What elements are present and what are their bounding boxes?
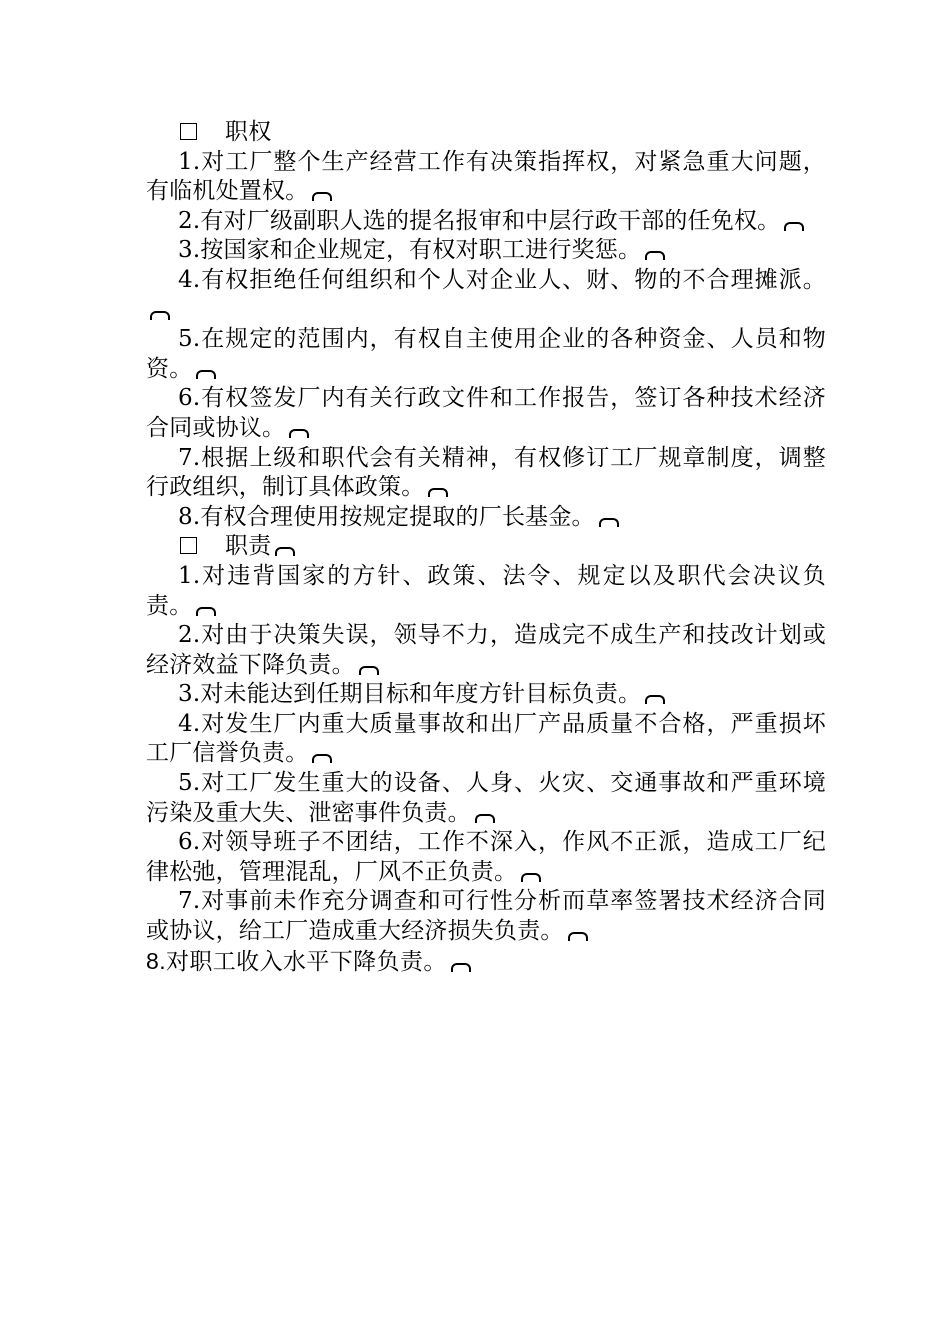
paragraph-mark-icon bbox=[645, 695, 665, 704]
authority-item-5: 5.在规定的范围内，有权自主使用企业的各种资金、人员和物资。 bbox=[146, 326, 826, 382]
responsibility-item-6: 6.对领导班子不团结，工作不深入，作风不正派，造成工厂纪律松弛，管理混乱，厂风不正负责。 bbox=[146, 829, 826, 885]
paragraph-mark-icon bbox=[275, 547, 295, 556]
paragraph-mark-icon bbox=[451, 963, 471, 972]
paragraph-mark-icon bbox=[599, 518, 619, 527]
heading-text: 职责 bbox=[225, 533, 272, 560]
authority-item-4: 4.有权拒绝任何组织和个人对企业人、财、物的不合理摊派。 bbox=[146, 266, 826, 325]
paragraph-mark-icon bbox=[196, 607, 216, 616]
responsibility-item-1: 1.对违背国家的方针、政策、法令、规定以及职代会决议负责。 bbox=[146, 562, 826, 619]
paragraph-mark-icon bbox=[521, 873, 541, 882]
checkbox-icon bbox=[180, 123, 197, 140]
authority-item-8: 8.有权合理使用按规定提取的厂长基金。 bbox=[146, 503, 826, 533]
paragraph-mark-icon bbox=[312, 754, 332, 763]
paragraph-mark-icon bbox=[568, 932, 588, 941]
paragraph-mark-icon bbox=[645, 251, 665, 260]
section-heading-responsibility bbox=[146, 532, 826, 562]
paragraph-mark-icon bbox=[359, 666, 379, 675]
authority-item-6: 6.有权签发厂内有关行政文件和工作报告，签订各种技术经济合同或协议。 bbox=[146, 385, 826, 441]
responsibility-item-3: 3.对未能达到任期目标和年度方针目标负责。 bbox=[146, 680, 826, 710]
heading-text: 职权 bbox=[225, 119, 272, 145]
checkbox-icon bbox=[180, 537, 197, 554]
responsibility-item-5: 5.对工厂发生重大的设备、人身、火灾、交通事故和严重环境污染及重大失、泄密事件负责。 bbox=[146, 770, 826, 826]
authority-item-3: 3.按国家和企业规定，有权对职工进行奖惩。 bbox=[146, 236, 826, 266]
authority-item-7: 7.根据上级和职代会有关精神，有权修订工厂规章制度，调整行政组织，制订具体政策。 bbox=[146, 444, 826, 501]
paragraph-mark-icon bbox=[428, 488, 448, 497]
section-heading-authority bbox=[146, 118, 826, 148]
paragraph-mark-icon bbox=[475, 814, 495, 823]
paragraph-mark-icon bbox=[784, 222, 804, 231]
responsibility-item-7: 7.对事前未作充分调查和可行性分析而草率签署技术经济合同或协议，给工厂造成重大经济损失负责。 bbox=[146, 888, 826, 945]
paragraph-mark-icon bbox=[312, 192, 332, 201]
authority-item-1: 1.对工厂整个生产经营工作有决策指挥权，对紧急重大问题，有临机处置权。 bbox=[146, 148, 826, 205]
paragraph-mark-icon bbox=[196, 370, 216, 379]
responsibility-item-8: 8.对职工收入水平下降负责。 bbox=[146, 947, 826, 977]
paragraph-mark-icon bbox=[150, 311, 170, 320]
responsibility-item-2: 2.对由于决策失误，领导不力，造成完不成生产和技改计划或经济效益下降负责。 bbox=[146, 622, 826, 678]
responsibility-item-4: 4.对发生厂内重大质量事故和出厂产品质量不合格，严重损坏工厂信誉负责。 bbox=[146, 710, 826, 767]
authority-item-2: 2.有对厂级副职人选的提名报审和中层行政干部的任免权。 bbox=[146, 207, 826, 237]
document-body bbox=[146, 118, 826, 976]
paragraph-mark-icon bbox=[289, 429, 309, 438]
